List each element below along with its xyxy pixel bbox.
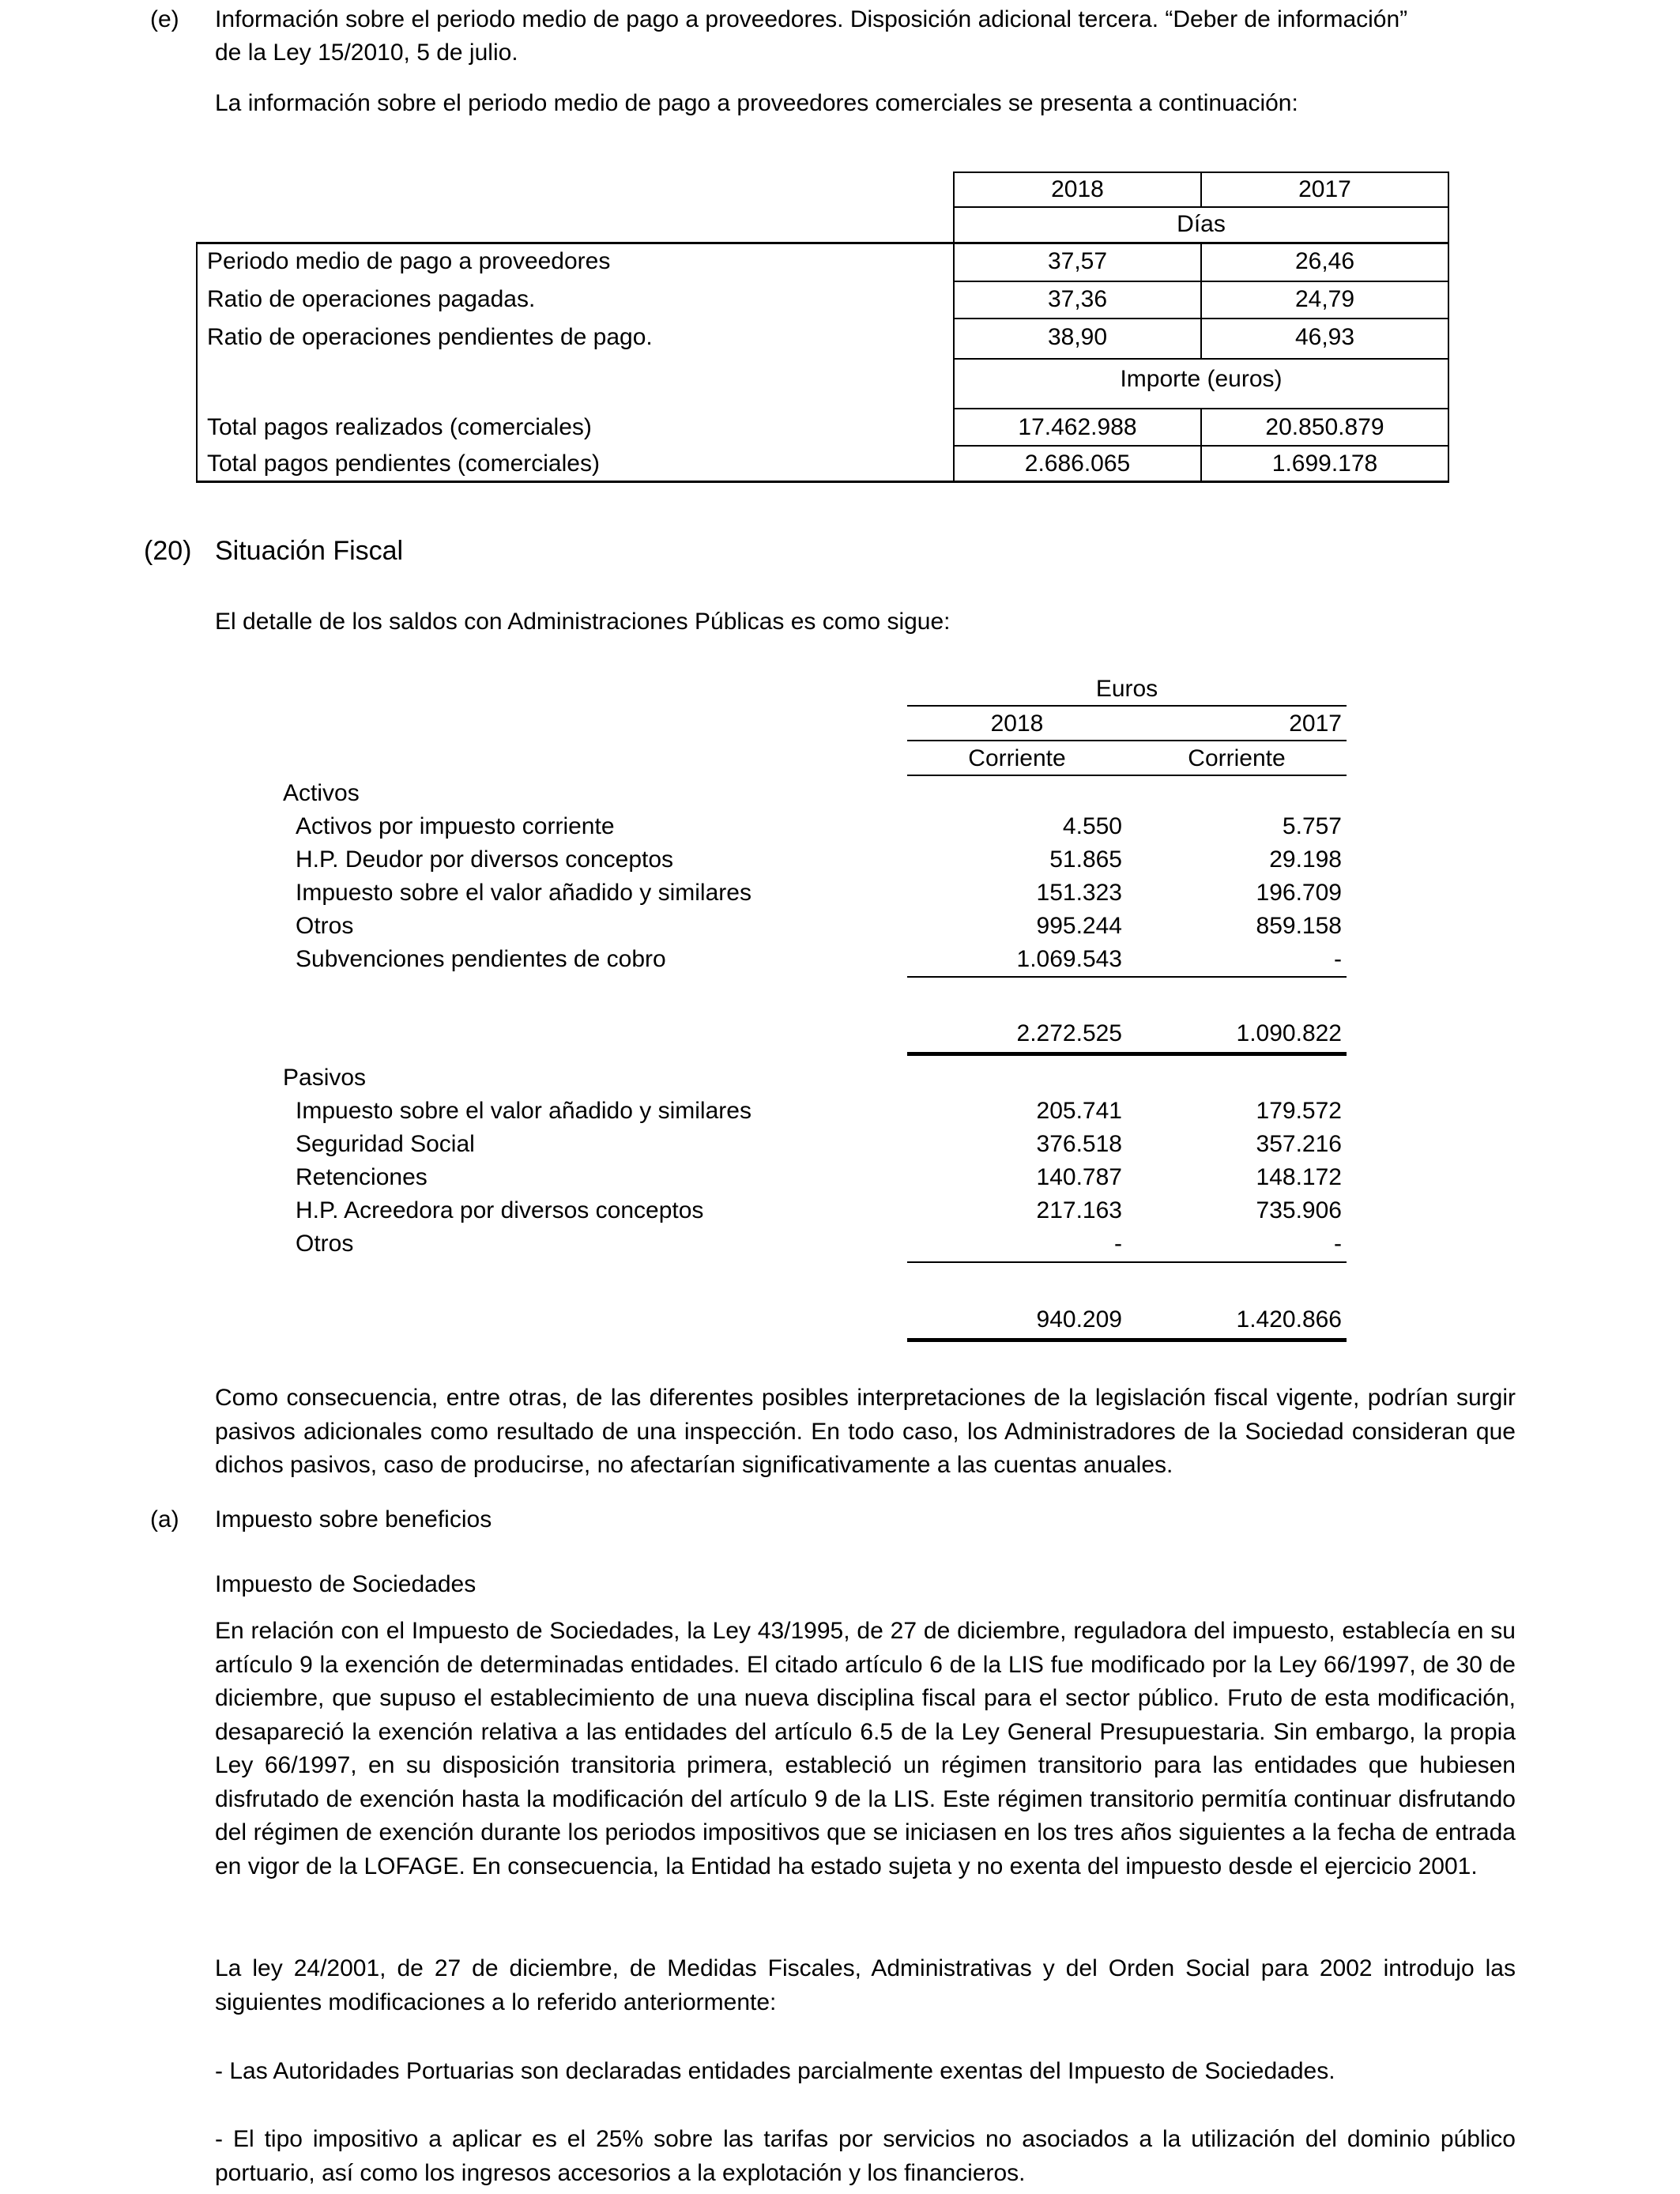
table1-cell: 26,46 xyxy=(1294,248,1355,274)
table2-row-label: Impuesto sobre el valor añadido y similares xyxy=(296,1098,751,1124)
table2-cell: 29.198 xyxy=(1269,846,1342,873)
table1-row-label: Periodo medio de pago a proveedores xyxy=(207,248,611,274)
paragraph-consecuencia: Como consecuencia, entre otras, de las diferentes posibles interpretaciones de la legislación fiscal vigente, podrían surgir pasivos adicionales como resultado de una inspección. En todo caso, los Administradores de la Sociedad consideran que dichos pasivos, caso de producirse, no afectarían significativamente a las cuentas anuales. xyxy=(215,1385,1516,1478)
table2-activos-total-2018: 2.272.525 xyxy=(1016,1020,1122,1046)
section-20-marker: (20) xyxy=(144,536,192,566)
section-a-paragraph2: La ley 24/2001, de 27 de diciembre, de Medidas Fiscales, Administrativas y del Orden Social para 2002 introdujo las siguientes modificaciones a lo referido anteriormente: xyxy=(215,1955,1516,2015)
table2-cell: 151.323 xyxy=(1036,880,1122,906)
table2-cell: 1.069.543 xyxy=(1016,946,1122,972)
table2-rule xyxy=(907,1261,1347,1263)
table2-cell: 140.787 xyxy=(1036,1164,1122,1190)
table2-cell: - xyxy=(1334,946,1342,972)
table1-cell: 38,90 xyxy=(1047,324,1108,350)
table2-row-label: H.P. Acreedora por diversos conceptos xyxy=(296,1197,704,1223)
table2-cell: - xyxy=(1114,1231,1122,1257)
table2-row-label: Activos por impuesto corriente xyxy=(296,813,615,839)
table1-col-2017: 2017 xyxy=(1298,176,1351,202)
table1-rule xyxy=(953,206,1449,208)
table2-col-2017: 2017 xyxy=(1289,711,1342,737)
table2-row-label: Otros xyxy=(296,913,354,939)
section-20-title: Situación Fiscal xyxy=(215,536,404,566)
table2-cell: - xyxy=(1334,1231,1342,1257)
section-e-intro: La información sobre el periodo medio de pago a proveedores comerciales se presenta a continuación: xyxy=(215,90,1298,116)
table2-cell: 5.757 xyxy=(1282,813,1342,839)
section-a-paragraph1: En relación con el Impuesto de Sociedades, la Ley 43/1995, de 27 de diciembre, reguladora del impuesto, establecía en su artículo 9 la exención de determinadas entidades. El citado artículo 6 de la LIS fue modificado por la Ley 66/1997, de 30 de diciembre, que supuso el establecimiento de una nueva disciplina fiscal para el sector público. Fruto de esta modificación, desapareció la exención relativa a las entidades del artículo 6.5 de la Ley General Presupuestaria. Sin embargo, la propia Ley 66/1997, en su disposición transitoria primera, estableció un régimen transitorio para las entidades que hubiesen disfrutado de exención hasta la modificación del artículo 9 de la LIS. Este régimen transitorio permitía continuar disfrutando del régimen de exención durante los periodos impositivos que se iniciasen en los tres años siguientes a la fecha de entrada en vigor de la LOFAGE. En consecuencia, la Entidad ha estado sujeta y no exenta del impuesto desde el ejercicio 2001. xyxy=(215,1618,1516,1879)
table2-pasivos-title: Pasivos xyxy=(283,1065,367,1091)
table2-row-label: H.P. Deudor por diversos conceptos xyxy=(296,846,674,873)
table2-rule xyxy=(907,976,1347,978)
table2-row-label: Impuesto sobre el valor añadido y similares xyxy=(296,880,751,906)
table2-cell: 196.709 xyxy=(1256,880,1342,906)
table1-cell: 37,57 xyxy=(1047,248,1108,274)
table1-cell: 37,36 xyxy=(1047,286,1108,312)
table1-cell: 1.699.178 xyxy=(1271,450,1378,477)
table2-cell: 148.172 xyxy=(1256,1164,1342,1190)
table2-double-rule xyxy=(907,1052,1347,1056)
table2-row-label: Seguridad Social xyxy=(296,1131,475,1157)
table1-col-2018: 2018 xyxy=(1051,176,1104,202)
table2-row-label: Subvenciones pendientes de cobro xyxy=(296,946,666,972)
table2-activos-title: Activos xyxy=(283,780,360,806)
table2-cell: 4.550 xyxy=(1062,813,1122,839)
table2-row-label: Otros xyxy=(296,1231,354,1257)
table2-sub-2017: Corriente xyxy=(1188,745,1286,771)
table2-sub-2018: Corriente xyxy=(968,745,1066,771)
table2-cell: 51.865 xyxy=(1049,846,1122,873)
table2-pasivos-total-2017: 1.420.866 xyxy=(1236,1306,1342,1333)
table1-cell: 17.462.988 xyxy=(1018,414,1137,440)
table2-cell: 217.163 xyxy=(1036,1197,1122,1223)
table1-rule xyxy=(1448,172,1449,483)
table1-unit-amount: Importe (euros) xyxy=(1120,366,1283,392)
table1-rule xyxy=(196,242,1449,244)
table2-double-rule xyxy=(907,1338,1347,1342)
section-a-subtitle: Impuesto de Sociedades xyxy=(215,1571,477,1597)
table2-col-2018: 2018 xyxy=(990,711,1044,737)
table2-cell: 179.572 xyxy=(1256,1098,1342,1124)
table2-cell: 735.906 xyxy=(1256,1197,1342,1223)
table1-row-label: Ratio de operaciones pagadas. xyxy=(207,286,536,312)
table1-rule xyxy=(196,242,198,483)
table1-cell: 24,79 xyxy=(1294,286,1355,312)
table1-row-label: Total pagos pendientes (comerciales) xyxy=(207,450,600,477)
table2-rule xyxy=(907,705,1347,707)
table1-rule xyxy=(196,481,1449,483)
table2-rule xyxy=(907,740,1347,741)
table1-row-label: Ratio de operaciones pendientes de pago. xyxy=(207,324,653,350)
table1-unit-days: Días xyxy=(1177,211,1226,237)
table2-cell: 995.244 xyxy=(1036,913,1122,939)
section-a-bullet1: - Las Autoridades Portuarias son declaradas entidades parcialmente exentas del Impuesto de Sociedades. xyxy=(215,2058,1335,2084)
table2-pasivos-total-2018: 940.209 xyxy=(1036,1306,1122,1333)
section-e-heading-line1: Información sobre el periodo medio de pago a proveedores. Disposición adicional tercera. “Deber de información” xyxy=(215,6,1408,32)
table2-cell: 357.216 xyxy=(1256,1131,1342,1157)
table2-rule xyxy=(907,775,1347,776)
section-a-title: Impuesto sobre beneficios xyxy=(215,1506,492,1532)
table2-cell: 205.741 xyxy=(1036,1098,1122,1124)
table1-cell: 2.686.065 xyxy=(1024,450,1131,477)
table1-row-label: Total pagos realizados (comerciales) xyxy=(207,414,592,440)
table1-cell: 20.850.879 xyxy=(1265,414,1384,440)
table2-cell: 859.158 xyxy=(1256,913,1342,939)
table1-rule xyxy=(953,358,1449,360)
section-e-marker: (e) xyxy=(150,6,179,32)
table2-activos-total-2017: 1.090.822 xyxy=(1236,1020,1342,1046)
table2-unit: Euros xyxy=(1095,676,1158,702)
section-20-intro: El detalle de los saldos con Administraciones Públicas es como sigue: xyxy=(215,609,951,635)
section-e-heading-line2: de la Ley 15/2010, 5 de julio. xyxy=(215,40,518,66)
table1-cell: 46,93 xyxy=(1294,324,1355,350)
section-a-bullet2: - El tipo impositivo a aplicar es el 25% sobre las tarifas por servicios no asociados a la utilización del dominio público portuario, así como los ingresos accesorios a la explotación y los financieros. xyxy=(215,2126,1516,2186)
section-a-marker: (a) xyxy=(150,1506,179,1532)
table2-cell: 376.518 xyxy=(1036,1131,1122,1157)
table2-row-label: Retenciones xyxy=(296,1164,428,1190)
